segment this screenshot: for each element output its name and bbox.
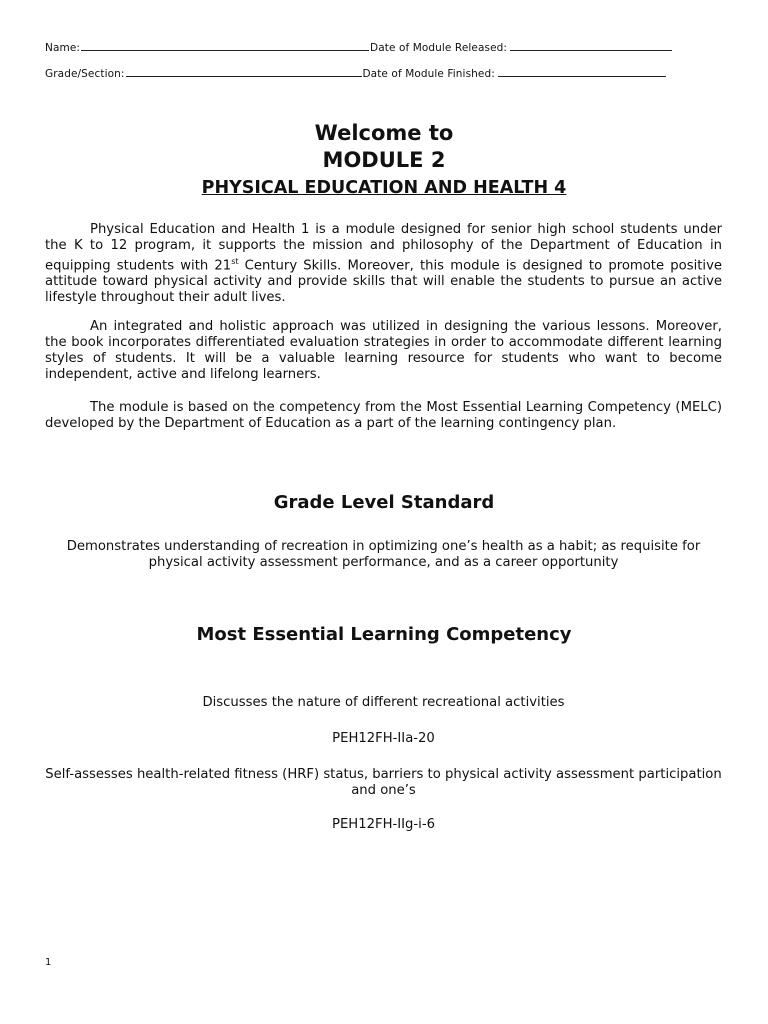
grade-section-blank-line[interactable] — [126, 66, 362, 77]
title-block — [0, 120, 768, 201]
header-row-name — [45, 40, 725, 54]
grade-section-label: Grade/Section: — [45, 68, 125, 80]
superscript-st: st — [231, 257, 239, 266]
name-label: Name: — [45, 42, 81, 54]
name-blank-line[interactable] — [81, 40, 369, 51]
intro-paragraph-2: An integrated and holistic approach was utilized in designing the various lessons. Moreover, the book incorporates differentiated evaluation strategies in order to accommodate different learning styles of students. It will be a valuable learning resource for students who want to become independent, active and lifelong learners. — [45, 319, 722, 382]
intro-paragraph-1: Physical Education and Health 1 is a module designed for senior high school students under the K to 12 program, it supports the mission and philosophy of the Department of Education in equipping students with 21st Century Skills. Moreover, this module is designed to promote positive attitude toward physical activity and provide skills that will enable the students to pursue an active lifestyle throughout their adult lives. — [45, 222, 722, 306]
date-finished-blank-line[interactable] — [498, 66, 666, 77]
page-number: 1 — [45, 957, 52, 968]
grade-level-standard-text: Demonstrates understanding of recreation in optimizing one’s health as a habit; as requisite for physical activity assessment performance, and as a career opportunity — [66, 539, 701, 570]
melc-code-1: PEH12FH-IIa-20 — [332, 731, 435, 746]
welcome-heading: Welcome to — [314, 121, 454, 145]
intro-paragraph-3: The module is based on the competency from the Most Essential Learning Competency (MELC) developed by the Department of Education as a part of the learning contingency plan. — [45, 400, 722, 431]
header-row-grade — [45, 66, 725, 80]
date-released-blank-line[interactable] — [510, 40, 672, 51]
date-finished-label: Date of Module Finished: — [362, 68, 495, 80]
melc-competency-1: Discusses the nature of different recreational activities — [202, 695, 565, 710]
module-heading: MODULE 2 — [322, 148, 446, 172]
melc-code-2: PEH12FH-IIg-i-6 — [332, 817, 435, 832]
course-title: PHYSICAL EDUCATION AND HEALTH 4 — [201, 178, 567, 198]
grade-level-standard-heading: Grade Level Standard — [273, 492, 495, 513]
melc-competency-2: Self-assesses health-related fitness (HRF) status, barriers to physical activity assessment participation and one’s — [45, 767, 722, 798]
melc-heading: Most Essential Learning Competency — [196, 624, 572, 645]
date-released-label: Date of Module Released: — [370, 42, 508, 54]
